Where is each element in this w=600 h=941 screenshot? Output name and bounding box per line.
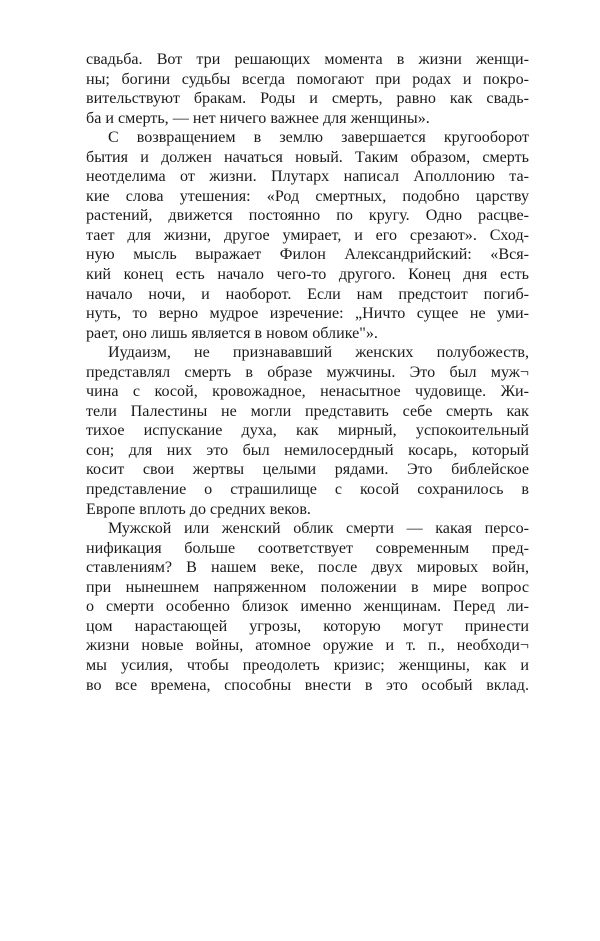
text-line: тели Палестины не могли представить себе смерть как <box>86 402 529 420</box>
text-line: при нынешнем напряженном положении в мире вопрос <box>86 578 529 596</box>
text-line: о смерти особенно близок именно женщинам. Перед ли- <box>86 598 529 616</box>
text-line: бытия и должен начаться новый. Таким образом, смерть <box>86 148 529 166</box>
text-line: кие слова утешения: «Род смертных, подобно царству <box>86 187 529 205</box>
text-line: нификация больше соответствует современным пред- <box>86 539 529 557</box>
text-line: ны; богини судьбы всегда помогают при родах и покро- <box>86 70 529 88</box>
text-line: тихое испускание духа, как мирный, успокоительный <box>86 422 529 440</box>
text-line: вительствуют бракам. Роды и смерть, равно как свадь- <box>86 90 529 108</box>
text-line: растений, движется постоянно по кругу. Одно расцве- <box>86 207 529 225</box>
text-line: жизни новые войны, атомное оружие и т. п., необходи¬ <box>86 637 529 655</box>
text-line: рает, оно лишь является в новом облике"». <box>86 324 378 342</box>
text-line: начало ночи, и наоборот. Если нам предстоит погиб- <box>86 285 529 303</box>
text-line: мы усилия, чтобы преодолеть кризис; женщины, как и <box>86 656 529 674</box>
text-line: сон; для них это был немилосердный косарь, который <box>86 441 529 459</box>
text-line: Мужской или женский облик смерти — какая персо- <box>108 520 529 538</box>
text-line: чина с косой, кровожадное, ненасытное чудовище. Жи- <box>86 383 529 401</box>
text-line: во все времена, способны внести в это особый вклад. <box>86 676 529 694</box>
book-page <box>86 50 529 695</box>
text-line: С возвращением в землю завершается кругооборот <box>108 129 529 147</box>
text-line: Европе вплоть до средних веков. <box>86 500 311 518</box>
paragraph <box>86 50 529 128</box>
text-line: Иудаизм, не признававший женских полубожеств, <box>108 344 529 362</box>
text-line: косит свои жертвы целыми рядами. Это библейское <box>86 461 529 479</box>
paragraph <box>86 343 529 519</box>
text-line: представлял смерть в образе мужчины. Это был муж¬ <box>86 363 529 381</box>
text-line: свадьба. Вот три решающих момента в жизни женщи- <box>86 51 529 68</box>
paragraph <box>86 519 529 695</box>
text-line: ба и смерть, — нет ничего важнее для женщины». <box>86 109 430 127</box>
text-line: тает для жизни, другое умирает, и его срезают». Сход- <box>86 226 529 244</box>
text-line: цом нарастающей угрозы, которую могут принести <box>86 617 529 635</box>
text-line: представление о страшилище с косой сохранилось в <box>86 481 529 499</box>
paragraph <box>86 128 529 343</box>
text-line: кий конец есть начало чего-то другого. Конец дня есть <box>86 266 529 284</box>
text-line: нуть, то верно мудрое изречение: „Ничто сущее не уми- <box>86 305 529 323</box>
text-line: ную мысль выражает Филон Александрийский: «Вся- <box>86 246 529 264</box>
text-line: ставлениям? В нашем веке, после двух мировых войн, <box>86 559 529 577</box>
text-line: неотделима от жизни. Плутарх написал Аполлонию та- <box>86 168 529 186</box>
